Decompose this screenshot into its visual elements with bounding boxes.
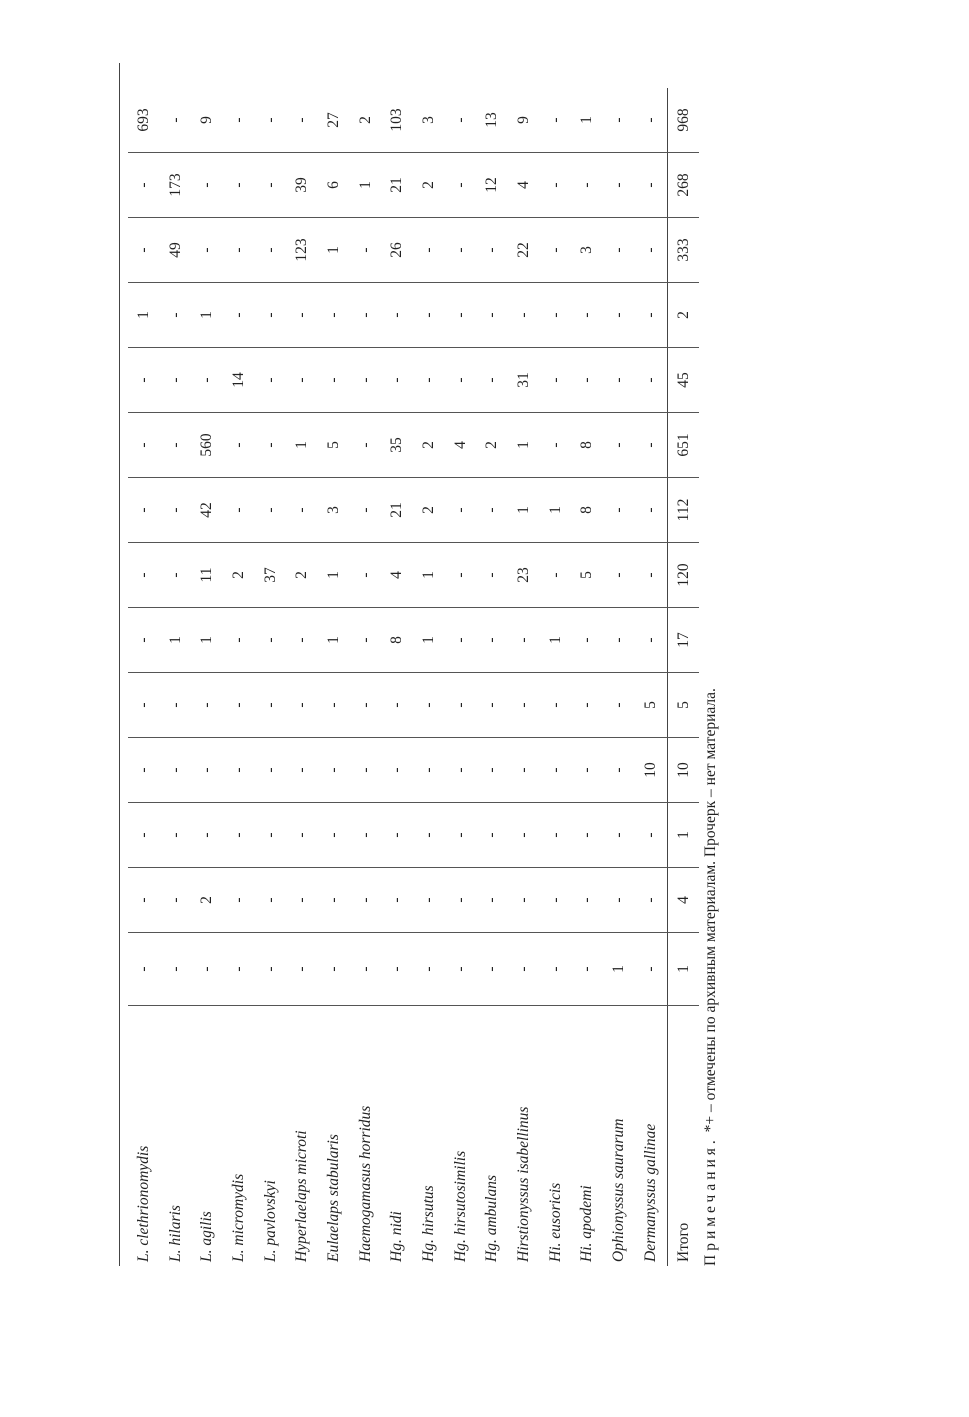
table-cell: - [128, 478, 160, 543]
table-cell: - [635, 413, 667, 478]
table-cell: 37 [255, 543, 287, 608]
table-cell: - [350, 283, 382, 348]
table-cell: 120 [667, 543, 699, 608]
table-cell: - [477, 673, 509, 738]
table-cell: 31 [508, 348, 540, 413]
table-cell: 3 [572, 218, 604, 283]
table-cell: 4 [508, 153, 540, 218]
table-cell: - [128, 348, 160, 413]
table-row [350, 88, 382, 1266]
table-row [255, 88, 287, 1266]
table-cell: - [603, 413, 635, 478]
table-cell: - [350, 543, 382, 608]
table-cell: - [286, 478, 318, 543]
table-note [702, 688, 720, 1266]
table-cell: - [318, 738, 350, 803]
table-top-rule [119, 63, 120, 1266]
table-cell: 333 [667, 218, 699, 283]
table-cell: 173 [160, 153, 192, 218]
table-cell: - [350, 738, 382, 803]
table-cell: 42 [191, 478, 223, 543]
species-name: Hg. hirsutosimilis [451, 1150, 469, 1262]
table-cell: - [635, 803, 667, 868]
table-cell: 21 [382, 153, 414, 218]
table-cell: - [382, 868, 414, 933]
table-cell: - [477, 543, 509, 608]
table-row [477, 88, 509, 1266]
table-cell: - [413, 868, 445, 933]
species-name: Hg. nidi [388, 1211, 406, 1262]
table-cell: - [477, 283, 509, 348]
table-cell: - [445, 738, 477, 803]
table-cell: 12 [477, 153, 509, 218]
table-cell: - [477, 868, 509, 933]
table-cell: 2 [413, 413, 445, 478]
table-cell: - [350, 868, 382, 933]
table-cell: - [286, 868, 318, 933]
table-cell: 9 [508, 88, 540, 153]
table-cell: - [255, 348, 287, 413]
table-cell: - [286, 738, 318, 803]
table-cell: - [603, 803, 635, 868]
table-cell: 35 [382, 413, 414, 478]
note-text: *+ – отмечены по архивным материалам. Прочерк – нет материала. [702, 688, 719, 1137]
table-cell: - [160, 673, 192, 738]
species-name: Dermanyssus gallinae [641, 1123, 659, 1262]
table-cell: - [508, 868, 540, 933]
table-cell: 5 [635, 673, 667, 738]
rotated-page [128, 66, 719, 1266]
table-cell: 26 [382, 218, 414, 283]
table-row [540, 88, 572, 1266]
table-cell: - [191, 673, 223, 738]
table-cell: 2 [413, 153, 445, 218]
table-cell: - [255, 283, 287, 348]
table-cell: - [160, 868, 192, 933]
table-cell: - [382, 283, 414, 348]
species-name: L. pavlovskyi [261, 1180, 279, 1262]
table-cell: - [413, 933, 445, 1006]
table-cell: - [128, 933, 160, 1006]
table-cell: - [318, 868, 350, 933]
table-cell: - [603, 478, 635, 543]
table-cell: - [223, 673, 255, 738]
table-cell: - [540, 218, 572, 283]
table-row [508, 88, 540, 1266]
species-name: Ophionyssus saurarum [610, 1118, 628, 1262]
table-cell: 4 [667, 868, 699, 933]
note-label: Примечания. [702, 1136, 719, 1266]
table-cell: - [445, 88, 477, 153]
table-row [445, 88, 477, 1266]
table-cell: - [191, 218, 223, 283]
table-cell: - [603, 88, 635, 153]
table-cell: - [477, 478, 509, 543]
table-cell: 2 [286, 543, 318, 608]
table-cell: - [223, 478, 255, 543]
table-cell: - [540, 543, 572, 608]
table-cell: 1 [572, 88, 604, 153]
table-cell: - [160, 543, 192, 608]
table-cell: - [635, 218, 667, 283]
table-cell: - [540, 283, 572, 348]
table-cell: - [223, 413, 255, 478]
table-cell: 5 [667, 673, 699, 738]
table-cell: - [382, 673, 414, 738]
table-cell: - [572, 608, 604, 673]
table-cell: - [255, 868, 287, 933]
table-cell: 49 [160, 218, 192, 283]
table-cell: - [413, 803, 445, 868]
table-cell: - [635, 283, 667, 348]
table-cell: - [603, 738, 635, 803]
table-cell: 112 [667, 478, 699, 543]
table-cell: - [255, 413, 287, 478]
table-cell: 1 [318, 608, 350, 673]
table-cell: - [445, 868, 477, 933]
table-cell: - [477, 933, 509, 1006]
table-row [413, 88, 445, 1266]
table-cell: - [350, 218, 382, 283]
table-cell: - [382, 933, 414, 1006]
table-cell: - [128, 738, 160, 803]
table-cell: - [445, 543, 477, 608]
species-name: L. clethrionomydis [134, 1145, 152, 1262]
table-cell: - [413, 283, 445, 348]
table-cell: - [603, 218, 635, 283]
table-cell: - [128, 868, 160, 933]
table-cell: - [508, 673, 540, 738]
table-cell: - [255, 673, 287, 738]
table-cell: 1 [540, 478, 572, 543]
table-cell: 1 [413, 543, 445, 608]
table-cell: - [572, 348, 604, 413]
table-cell: - [286, 88, 318, 153]
table-cell: 13 [477, 88, 509, 153]
table-cell: 8 [572, 478, 604, 543]
table-cell: - [286, 608, 318, 673]
table-cell: - [160, 348, 192, 413]
table-cell: - [223, 153, 255, 218]
table-cell: - [223, 933, 255, 1006]
table-cell: 39 [286, 153, 318, 218]
table-cell: - [413, 673, 445, 738]
table-cell: - [540, 413, 572, 478]
table-cell: - [160, 88, 192, 153]
table-cell: - [477, 738, 509, 803]
table-cell: 8 [572, 413, 604, 478]
table-cell: - [635, 608, 667, 673]
table-cell: 1 [286, 413, 318, 478]
table-cell: - [635, 543, 667, 608]
table-cell: - [540, 738, 572, 803]
table-cell: - [350, 348, 382, 413]
table-cell: - [318, 283, 350, 348]
table-cell: - [318, 803, 350, 868]
table-cell: 2 [477, 413, 509, 478]
table-cell: - [635, 478, 667, 543]
table-cell: 968 [667, 88, 699, 153]
table-cell: 22 [508, 218, 540, 283]
table-cell: - [572, 153, 604, 218]
table-cell: - [508, 608, 540, 673]
table-cell: 1 [318, 543, 350, 608]
table-cell: - [255, 478, 287, 543]
table-cell: - [445, 673, 477, 738]
mites-table [128, 88, 699, 1266]
table-cell: - [255, 738, 287, 803]
table-cell: 27 [318, 88, 350, 153]
table-cell: - [445, 283, 477, 348]
table-cell: 17 [667, 608, 699, 673]
table-cell: - [255, 153, 287, 218]
table-row [318, 88, 350, 1266]
table-cell: - [191, 348, 223, 413]
table-cell: 1 [540, 608, 572, 673]
table-cell: - [223, 88, 255, 153]
table-cell: - [572, 803, 604, 868]
table-cell: 2 [350, 88, 382, 153]
table-cell: - [572, 738, 604, 803]
table-cell: - [128, 543, 160, 608]
table-cell: - [635, 88, 667, 153]
table-cell: 651 [667, 413, 699, 478]
table-cell: 1 [603, 933, 635, 1006]
species-name: Haemogamasus horridus [356, 1105, 374, 1262]
species-name: L. hilaris [166, 1205, 184, 1262]
table-cell: - [603, 868, 635, 933]
table-cell: - [223, 283, 255, 348]
species-name: L. micromydis [229, 1173, 247, 1262]
table-cell: 4 [445, 413, 477, 478]
table-cell: 21 [382, 478, 414, 543]
table-cell: - [540, 88, 572, 153]
table-cell: - [223, 738, 255, 803]
table-cell: 123 [286, 218, 318, 283]
table-cell: - [286, 933, 318, 1006]
table-cell: - [413, 738, 445, 803]
table-cell: - [445, 608, 477, 673]
table-cell: - [223, 868, 255, 933]
table-cell: - [603, 673, 635, 738]
table-cell: - [160, 478, 192, 543]
table-cell: 1 [128, 283, 160, 348]
table-cell: - [508, 738, 540, 803]
table-cell: - [318, 673, 350, 738]
table-cell: 2 [223, 543, 255, 608]
table-cell: - [160, 933, 192, 1006]
table-cell: - [477, 803, 509, 868]
table-cell: - [350, 608, 382, 673]
table-cell: - [382, 738, 414, 803]
table-cell: 1 [667, 933, 699, 1006]
table-cell: - [160, 413, 192, 478]
table-row [160, 88, 192, 1266]
table-row [128, 88, 160, 1266]
table-cell: - [445, 478, 477, 543]
table-cell: - [477, 218, 509, 283]
table-cell: - [540, 868, 572, 933]
table-row [635, 88, 667, 1266]
table-cell: - [540, 673, 572, 738]
table-cell: - [572, 868, 604, 933]
table-cell: - [350, 933, 382, 1006]
table-cell: - [255, 608, 287, 673]
table-cell: - [603, 153, 635, 218]
table-cell: - [635, 933, 667, 1006]
table-cell: - [508, 933, 540, 1006]
table-cell: - [350, 673, 382, 738]
species-name: Hg. hirsutus [420, 1185, 438, 1262]
table-cell: 1 [413, 608, 445, 673]
table-cell: - [350, 413, 382, 478]
table-cell: - [540, 348, 572, 413]
table-cell: - [191, 153, 223, 218]
table-cell: - [223, 803, 255, 868]
species-name: Eulaelaps stabularis [324, 1134, 342, 1262]
table-cell: 1 [508, 413, 540, 478]
table-cell: 1 [667, 803, 699, 868]
table-cell: - [160, 803, 192, 868]
table-cell: - [382, 348, 414, 413]
species-name: Hi. eusoricis [546, 1182, 564, 1262]
table-cell: - [128, 153, 160, 218]
table-cell: - [540, 803, 572, 868]
table-cell: 10 [635, 738, 667, 803]
table-cell: - [128, 803, 160, 868]
table-cell: - [223, 218, 255, 283]
table-cell: - [413, 218, 445, 283]
table-cell: - [286, 673, 318, 738]
table-cell: - [572, 933, 604, 1006]
table-cell: - [318, 348, 350, 413]
table-cell: - [128, 218, 160, 283]
table-row [286, 88, 318, 1266]
table-row [191, 88, 223, 1266]
table-cell: - [540, 933, 572, 1006]
table-cell: - [508, 803, 540, 868]
table-row [223, 88, 255, 1266]
table-cell: - [540, 153, 572, 218]
table-cell: - [445, 153, 477, 218]
total-label: Итого [667, 1006, 699, 1267]
table-cell: - [128, 673, 160, 738]
table-cell: 8 [382, 608, 414, 673]
table-cell: - [160, 738, 192, 803]
table-cell: 14 [223, 348, 255, 413]
species-name: Hirstionyssus isabellinus [515, 1106, 533, 1262]
table-cell: - [286, 803, 318, 868]
table-cell: - [350, 803, 382, 868]
table-cell: - [635, 868, 667, 933]
table-cell: 45 [667, 348, 699, 413]
table-cell: - [508, 283, 540, 348]
table-cell: - [445, 218, 477, 283]
table-cell: - [286, 348, 318, 413]
table-cell: - [318, 933, 350, 1006]
table-row [572, 88, 604, 1266]
table-cell: - [445, 348, 477, 413]
table-cell: 268 [667, 153, 699, 218]
table-cell: 1 [191, 608, 223, 673]
table-cell: 1 [350, 153, 382, 218]
table-cell: - [477, 608, 509, 673]
table-cell: 2 [667, 283, 699, 348]
table-cell: - [413, 348, 445, 413]
table-cell: 1 [508, 478, 540, 543]
table-cell: 3 [318, 478, 350, 543]
table-row [603, 88, 635, 1266]
table-cell: 2 [191, 868, 223, 933]
table-cell: - [382, 803, 414, 868]
table-cell: - [603, 348, 635, 413]
table-cell: 560 [191, 413, 223, 478]
table-cell: - [572, 283, 604, 348]
table-cell: 10 [667, 738, 699, 803]
species-name: Hi. apodemi [578, 1185, 596, 1262]
table-cell: - [255, 218, 287, 283]
table-cell: - [350, 478, 382, 543]
total-row [667, 88, 699, 1266]
table-cell: - [603, 283, 635, 348]
table-cell: - [572, 673, 604, 738]
table-cell: - [160, 283, 192, 348]
table-cell: - [635, 348, 667, 413]
table-cell: - [128, 608, 160, 673]
table-cell: - [603, 543, 635, 608]
table-cell: - [603, 608, 635, 673]
table-cell: 5 [318, 413, 350, 478]
table-cell: 1 [318, 218, 350, 283]
table-cell: - [445, 803, 477, 868]
table-cell: 11 [191, 543, 223, 608]
table-cell: - [255, 933, 287, 1006]
table-cell: 1 [160, 608, 192, 673]
table-cell: - [477, 348, 509, 413]
table-cell: 103 [382, 88, 414, 153]
table-cell: - [255, 88, 287, 153]
table-cell: 4 [382, 543, 414, 608]
table-cell: - [128, 413, 160, 478]
table-cell: - [191, 803, 223, 868]
table-cell: 6 [318, 153, 350, 218]
table-cell: 693 [128, 88, 160, 153]
table-cell: 23 [508, 543, 540, 608]
table-cell: - [286, 283, 318, 348]
table-cell: 1 [191, 283, 223, 348]
table-cell: - [635, 153, 667, 218]
table-cell: 5 [572, 543, 604, 608]
species-name: L. agilis [198, 1211, 216, 1262]
table-cell: 3 [413, 88, 445, 153]
table-cell: 9 [191, 88, 223, 153]
table-cell: - [191, 738, 223, 803]
table-cell: - [191, 933, 223, 1006]
table-cell: - [223, 608, 255, 673]
table-cell: - [255, 803, 287, 868]
species-name: Hyperlaelaps microti [293, 1130, 311, 1262]
table-cell: 2 [413, 478, 445, 543]
species-name: Hg. ambulans [483, 1175, 501, 1262]
table-row [382, 88, 414, 1266]
table-cell: - [445, 933, 477, 1006]
